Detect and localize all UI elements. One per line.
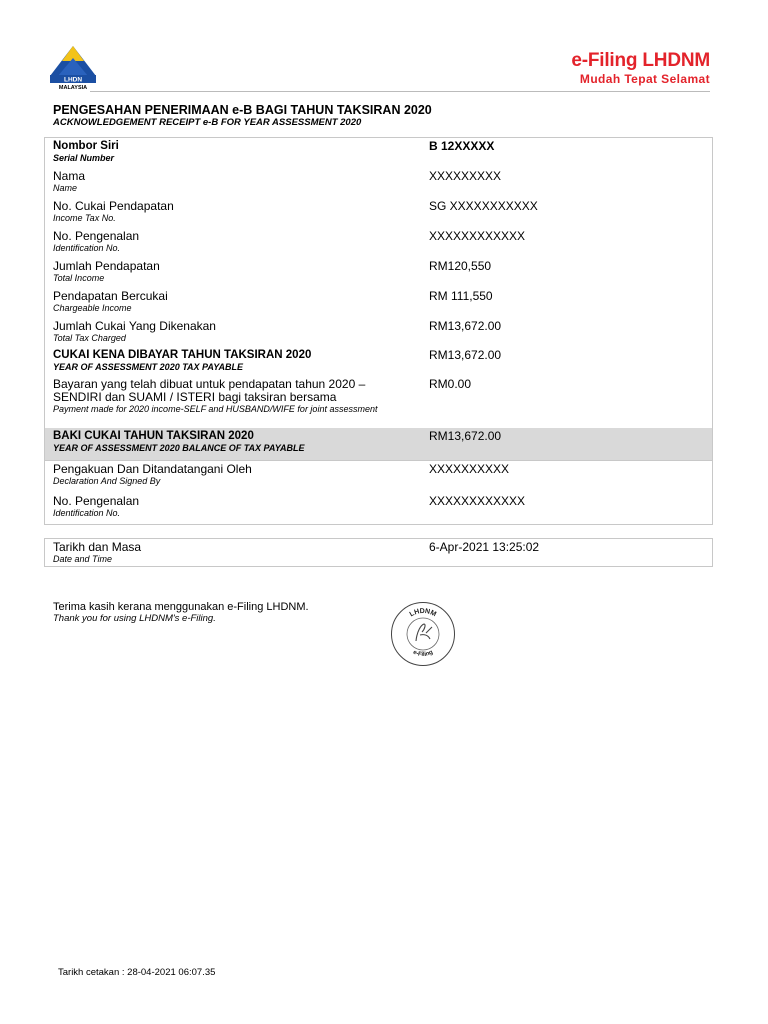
- logo-text-lhdn: LHDN: [63, 76, 83, 84]
- row-label: BAKI CUKAI TAHUN TAKSIRAN 2020: [53, 430, 254, 442]
- row-declaration-identification: [45, 493, 712, 525]
- row-label-en: YEAR OF ASSESSMENT 2020 TAX PAYABLE: [53, 362, 244, 372]
- row-date-time: [45, 539, 712, 566]
- row-label: No. Pengenalan: [53, 494, 140, 508]
- svg-text:LHDNM: [409, 608, 438, 618]
- stamp-text-bottom: e-Filing: [411, 649, 435, 659]
- row-label-en: Income Tax No.: [53, 213, 116, 223]
- row-value: RM13,672.00: [429, 348, 502, 362]
- row-label: CUKAI KENA DIBAYAR TAHUN TAKSIRAN 2020: [53, 349, 312, 361]
- brand-block: [571, 50, 710, 86]
- row-label-en: Date and Time: [53, 554, 112, 564]
- declaration-section: [45, 460, 712, 524]
- row-label: Bayaran yang telah dibuat untuk pendapatan tahun 2020 – SENDIRI dan SUAMI / ISTERI bagi taksiran bersama: [53, 377, 366, 404]
- row-label: Pendapatan Bercukai: [53, 289, 168, 303]
- lhdn-logo: [46, 42, 100, 90]
- row-label: No. Cukai Pendapatan: [53, 199, 174, 213]
- stamp-text-top: LHDNM: [408, 607, 438, 619]
- row-label: Tarikh dan Masa: [53, 540, 142, 554]
- row-value: XXXXXXXXX: [429, 169, 502, 183]
- receipt-details-table: [44, 137, 713, 525]
- row-value: RM13,672.00: [429, 429, 502, 443]
- row-label-en: Payment made for 2020 income-SELF and HUSBAND/WIFE for joint assessment: [53, 404, 378, 414]
- row-label: Jumlah Cukai Yang Dikenakan: [53, 319, 216, 333]
- row-serial-number: [45, 138, 712, 168]
- row-label-en: Name: [53, 183, 78, 193]
- row-chargeable-income: [45, 288, 712, 318]
- row-value: RM 111,550: [429, 289, 493, 303]
- row-total-income: [45, 258, 712, 288]
- row-label-en: Total Income: [53, 273, 105, 283]
- row-value: XXXXXXXXXXXX: [429, 494, 526, 508]
- row-value: 6-Apr-2021 13:25:02: [429, 540, 540, 554]
- row-tax-payable: [45, 347, 712, 376]
- row-value: SG XXXXXXXXXXX: [429, 199, 538, 213]
- thanks-sub: Thank you for using LHDNM's e-Filing.: [53, 613, 216, 624]
- row-label-en: Declaration And Signed By: [53, 476, 161, 486]
- row-value: RM0.00: [429, 377, 472, 391]
- row-value: XXXXXXXXXXXX: [429, 229, 526, 243]
- thanks-main: Terima kasih kerana menggunakan e-Filing LHDNM.: [53, 601, 309, 613]
- logo-text-malaysia: MALAYSIA: [58, 85, 88, 90]
- print-date: Tarikh cetakan : 28-04-2021 06:07.35: [58, 967, 216, 978]
- svg-text:e-Filing: [412, 649, 434, 658]
- row-label-en: Total Tax Charged: [53, 333, 126, 343]
- row-label-en: Chargeable Income: [53, 303, 132, 313]
- row-identification-no: [45, 228, 712, 258]
- row-value: RM120,550: [429, 259, 492, 273]
- row-label-en: Identification No.: [53, 243, 121, 253]
- row-label: Jumlah Pendapatan: [53, 259, 160, 273]
- row-value: RM13,672.00: [429, 319, 502, 333]
- brand-tagline: Mudah Tepat Selamat: [579, 72, 710, 86]
- brand-title: e-Filing LHDNM: [571, 50, 710, 71]
- row-balance-tax-payable: [45, 428, 712, 460]
- row-income-tax-no: [45, 198, 712, 228]
- row-label: Nombor Siri: [53, 140, 119, 152]
- efiling-stamp: [390, 601, 456, 667]
- heading-main: PENGESAHAN PENERIMAAN e-B BAGI TAHUN TAKSIRAN 2020: [53, 103, 432, 117]
- row-label: No. Pengenalan: [53, 229, 140, 243]
- row-name: [45, 168, 712, 198]
- row-label-en: Serial Number: [53, 153, 115, 163]
- document-heading: [53, 103, 713, 129]
- heading-sub: ACKNOWLEDGEMENT RECEIPT e-B FOR YEAR ASSESSMENT 2020: [53, 117, 362, 128]
- row-value: B 12XXXXX: [429, 139, 495, 153]
- row-total-tax-charged: [45, 318, 712, 347]
- row-label-en: Identification No.: [53, 508, 121, 518]
- row-payment-made: [45, 376, 712, 428]
- thank-you-note: [53, 601, 309, 625]
- row-label-en: YEAR OF ASSESSMENT 2020 BALANCE OF TAX PAYABLE: [53, 443, 305, 453]
- row-declaration-signed-by: [45, 461, 712, 493]
- header-divider: [90, 91, 710, 92]
- datetime-box: [44, 538, 713, 567]
- row-label: Pengakuan Dan Ditandatangani Oleh: [53, 462, 252, 476]
- row-label: Nama: [53, 169, 86, 183]
- row-value: XXXXXXXXXX: [429, 462, 510, 476]
